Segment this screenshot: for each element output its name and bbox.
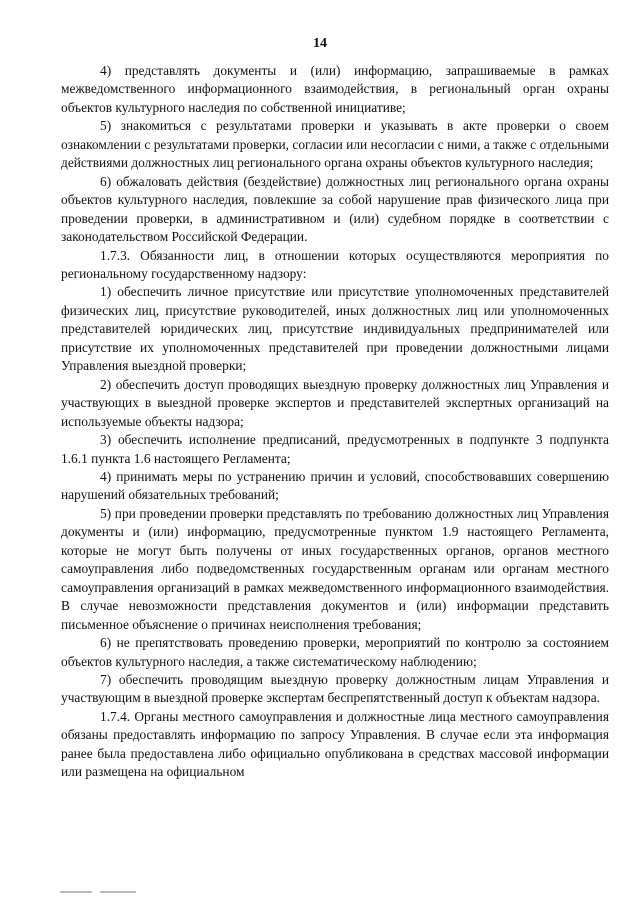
paragraph-duty-3: 3) обеспечить исполнение предписаний, предусмотренных в подпункте 3 подпункта 1.6.1 пункта 1.6 настоящего Регламента; xyxy=(61,432,609,466)
paragraph-duty-6: 6) не препятствовать проведению проверки, мероприятий по контролю за состоянием объектов культурного наследия, а также систематическому наблюдению; xyxy=(61,635,609,669)
document-body xyxy=(61,62,609,782)
scan-edge-mark xyxy=(100,891,136,893)
paragraph-right-4: 4) представлять документы и (или) информацию, запрашиваемые в рамках межведомственного информационного взаимодействия, в региональный орган охраны объектов культурного наследия по собственной инициативе; xyxy=(61,63,609,115)
paragraph-1-7-4: 1.7.4. Органы местного самоуправления и должностные лица местного самоуправления обязаны предоставлять информацию по запросу Управления. В случае если эта информация ранее была предоставлена либо официально опубликована в средствах массовой информации или размещена на официальном xyxy=(61,708,609,780)
paragraph-right-6: 6) обжаловать действия (бездействие) должностных лиц регионального органа охраны объектов культурного наследия, повлекшие за собой нарушение прав физического лица при проведении проверки, в административном и (или) судебном порядке в соответствии с законодательством Российской Федерации. xyxy=(61,173,609,245)
paragraph-duty-4: 4) принимать меры по устранению причин и условий, способствовавших совершению нарушений обязательных требований; xyxy=(61,468,609,503)
paragraph-duty-5: 5) при проведении проверки представлять по требованию должностных лиц Управления документы и (или) информацию, предусмотренные пунктом 1.9 настоящего Регламента, которые не могут быть получены от иных государственных органов, органов местного самоуправления либо подведомственных государственным органам или органам местного самоуправления организаций в рамках межведомственного информационного взаимодействия. В случае невозможности представления документов и (или) информации представить письменное объяснение о причинах неисполнения требования; xyxy=(61,505,609,632)
paragraph-duty-2: 2) обеспечить доступ проводящих выездную проверку должностных лиц Управления и участвующих в выездной проверке экспертов и представителей экспертных организаций на используемые объекты надзора; xyxy=(61,376,609,429)
paragraph-1-7-3: 1.7.3. Обязанности лиц, в отношении которых осуществляются мероприятия по региональному государственному надзору: xyxy=(61,247,609,281)
scan-edge-mark xyxy=(60,891,92,893)
paragraph-right-5: 5) знакомиться с результатами проверки и указывать в акте проверки о своем ознакомлении с результатами проверки, согласии или несогласии с ними, а также с отдельными действиями должностных лиц регионального органа охраны объектов культурного наследия; xyxy=(61,118,609,171)
paragraph-duty-7: 7) обеспечить проводящим выездную проверку должностным лицам Управления и участвующим в выездной проверке экспертам беспрепятственный доступ к объектам надзора. xyxy=(61,671,609,706)
paragraph-duty-1: 1) обеспечить личное присутствие или присутствие уполномоченных представителей физических лиц, присутствие руководителей, иных должностных лиц или уполномоченных представителей юридических лиц, присутствие индивидуальных предпринимателей или присутствие их уполномоченных представителей при проведении должностными лицами Управления выездной проверки; xyxy=(61,284,609,374)
page-number: 14 xyxy=(313,36,327,51)
